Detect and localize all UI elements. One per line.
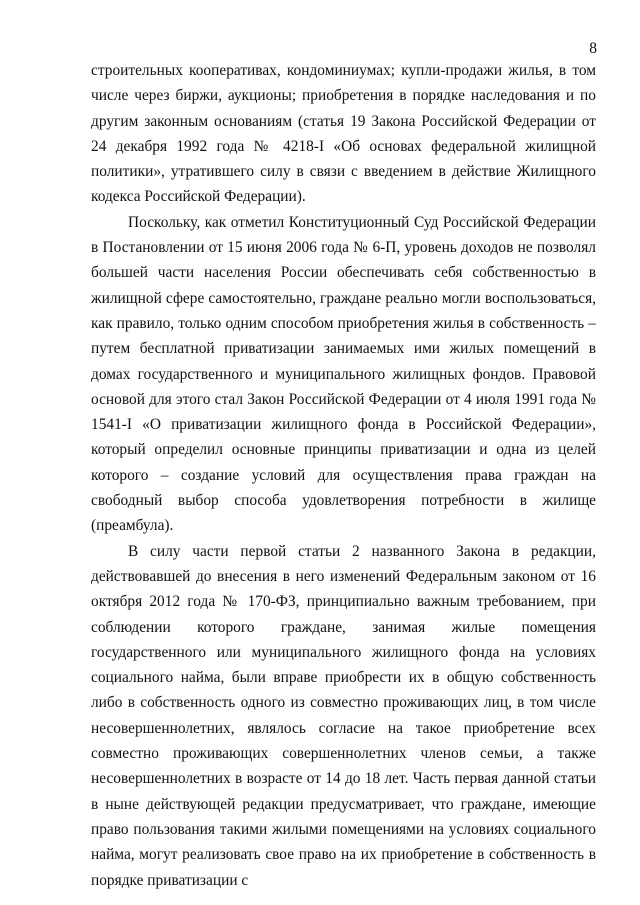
paragraph-privatization-basis: Поскольку, как отметил Конституционный Суд Российской Федерации в Постановлении от 15 июня 2006 года № 6-П, уровень доходов не позволял большей части населения России обеспечивать себя собственностью в жилищной сфере самостоятельно, граждане реально могли воспользоваться, как правило, только одним способом приобретения жилья в собственность – путем бесплатной приватизации занимаемых ими жилых помещений в домах государственного и муниципального жилищных фондов. Правовой основой для этого стал Закон Российской Федерации от 4 июля 1991 года № 1541-I «О приватизации жилищного фонда в Российской Федерации», который определил основные принципы приватизации и одна из целей которого – создание условий для осуществления права граждан на свободный выбор способа удовлетворения потребности в жилище (преамбула). bbox=[91, 213, 596, 535]
paragraph-consent-requirement: В силу части первой статьи 2 названного Закона в редакции, действовавшей до внесения в него изменений Федеральным законом от 16 октября 2012 года № 170-ФЗ, принципиально важным требованием, при соблюдении которого граждане, занимая жилые помещения государственного или муниципального жилищного фонда на условиях социального найма, были вправе приобрести их в общую собственность либо в собственность одного из совместно проживающих лиц, в том числе несовершеннолетних, являлось согласие на такое приобретение всех совместно проживающих совершеннолетних членов семьи, а также несовершеннолетних в возрасте от 14 до 18 лет. Часть первая данной статьи в ныне действующей редакции предусматривает, что граждане, имеющие право пользования такими жилыми помещениями на условиях социального найма, могут реализовать свое право на их приобретение в собственность в порядке приватизации с bbox=[91, 542, 596, 889]
document-body bbox=[91, 58, 596, 893]
page-number: 8 bbox=[589, 40, 597, 57]
paragraph-continuation: строительных кооперативах, кондоминиумах; купли-продажи жилья, в том числе через биржи, аукционы; приобретения в порядке наследования и по другим законным основаниям (статья 19 Закона Российской Федерации от 24 декабря 1992 года № 4218-I «Об основах федеральной жилищной политики», утратившего силу в связи с введением в действие Жилищного кодекса Российской Федерации). bbox=[91, 62, 596, 206]
